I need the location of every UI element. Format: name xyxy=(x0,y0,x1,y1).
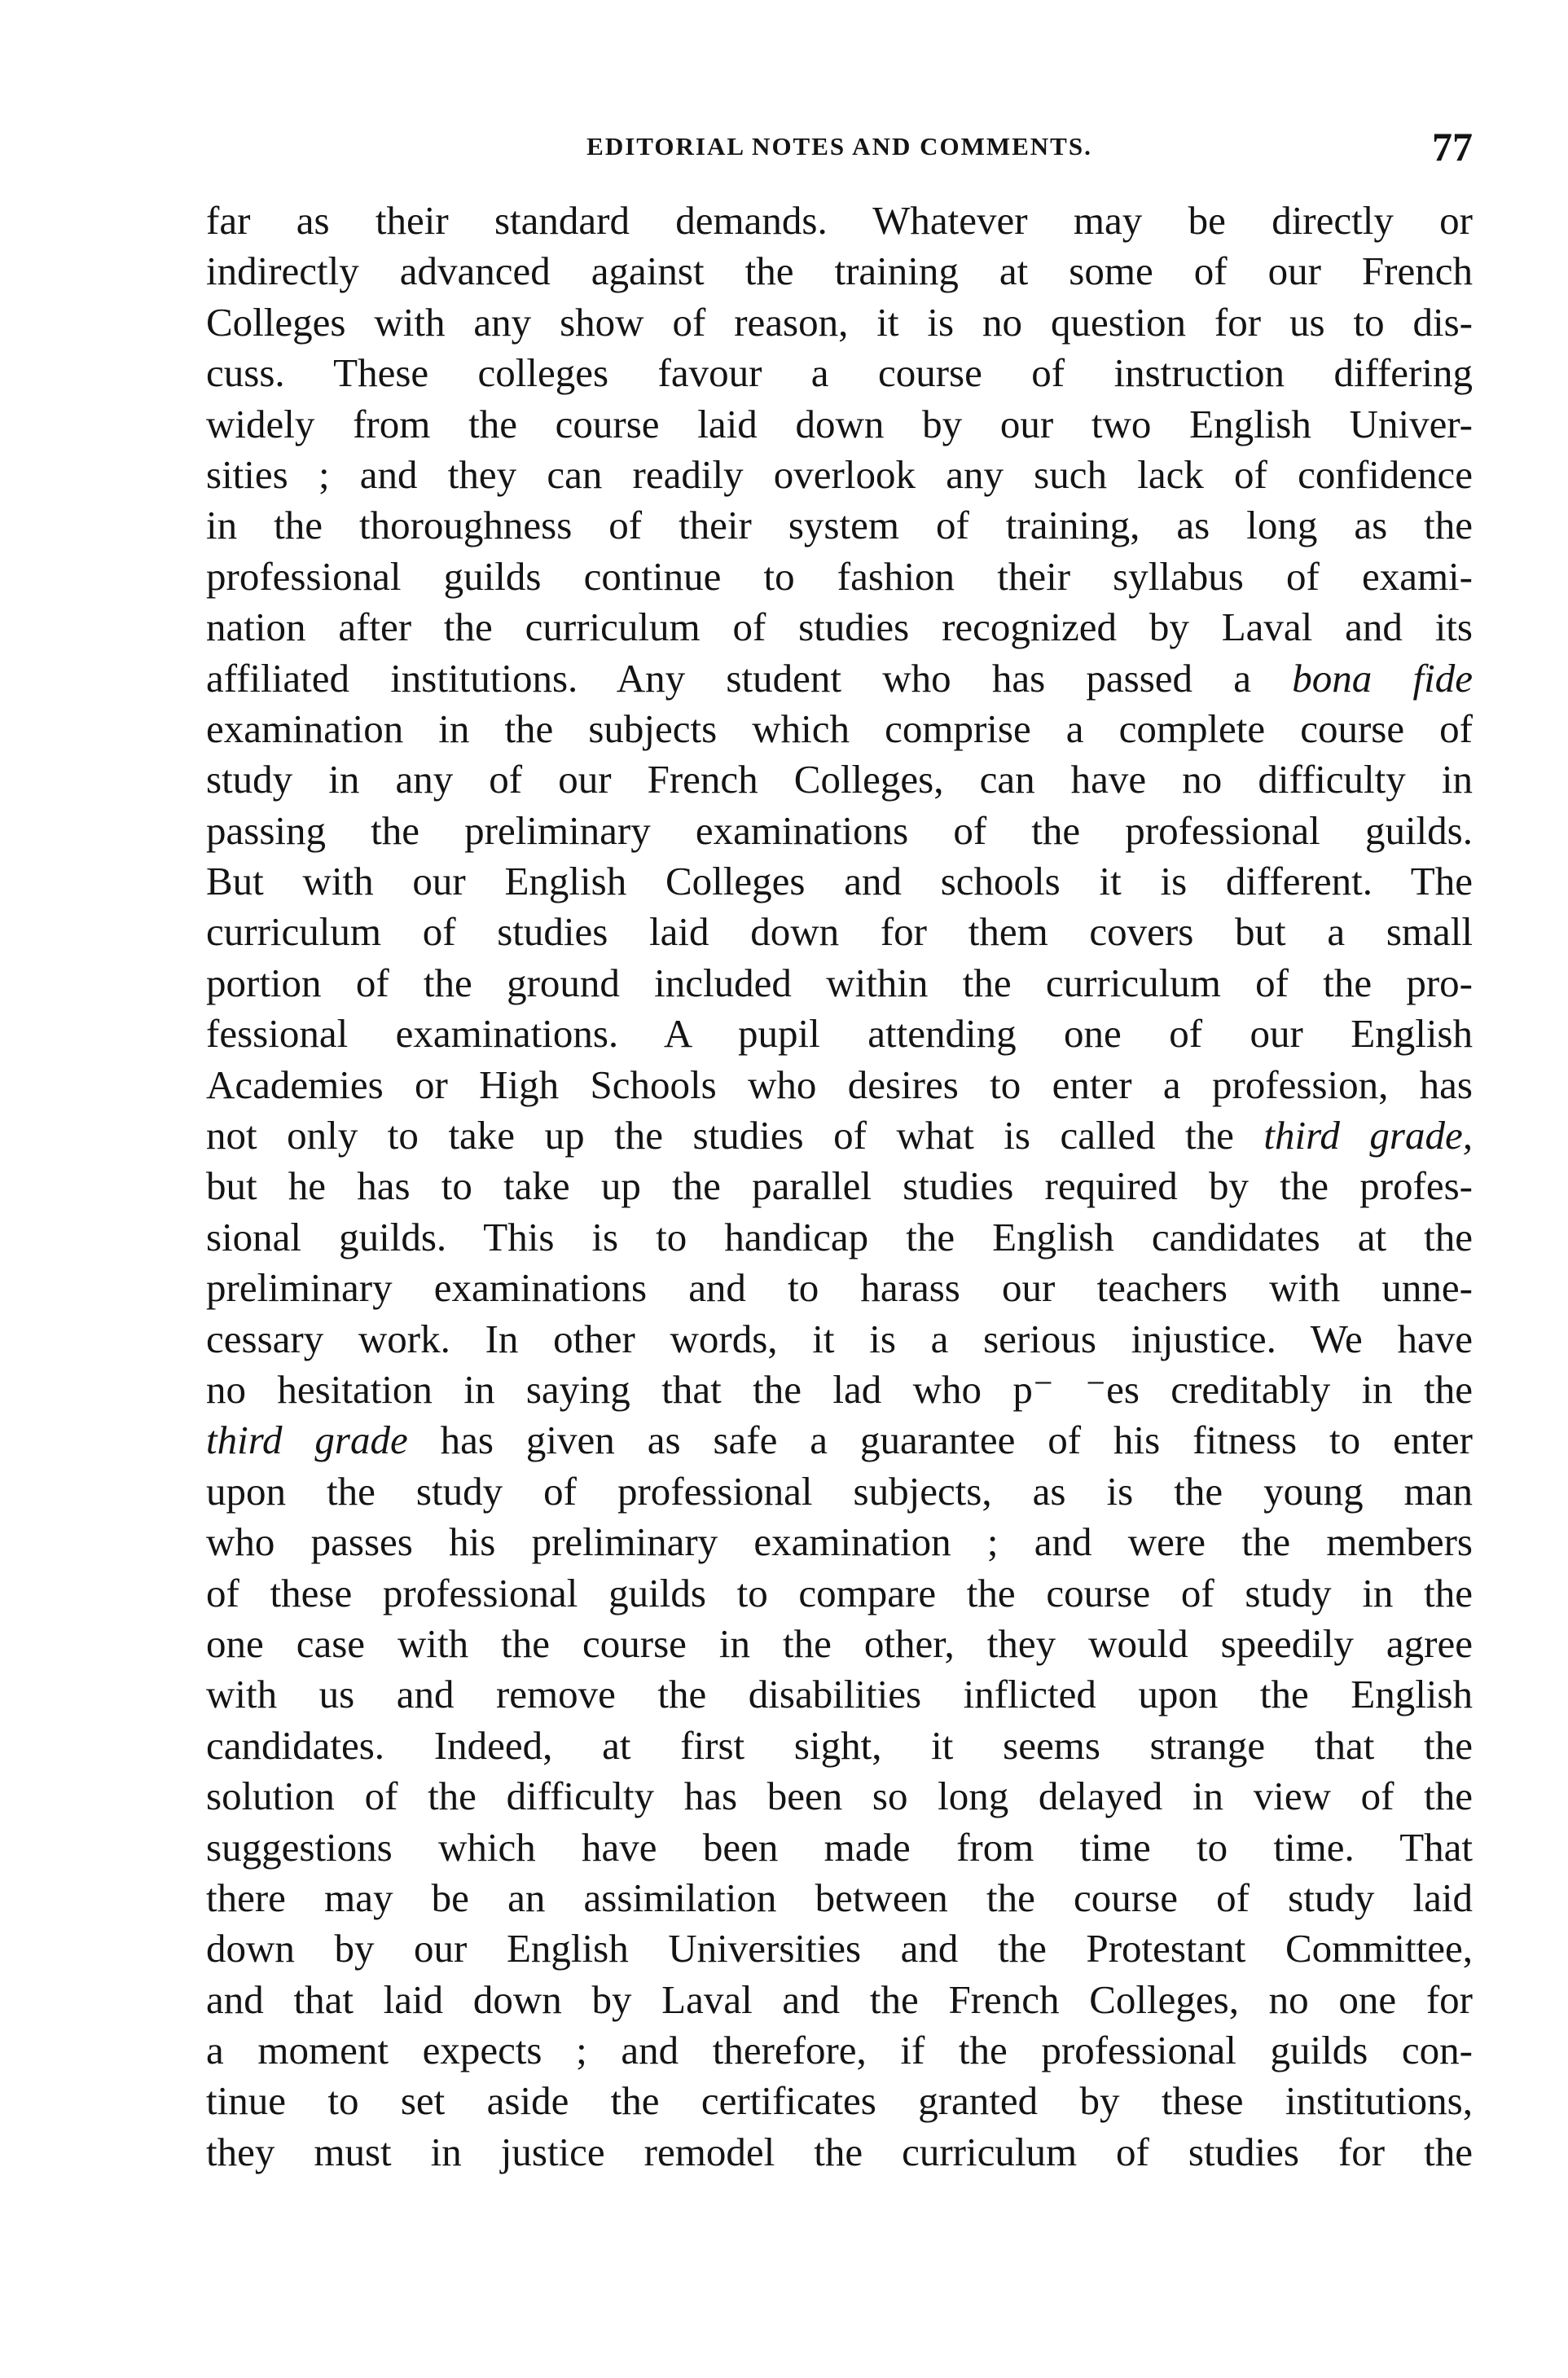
text-line xyxy=(206,348,1473,398)
text-line xyxy=(206,2076,1473,2126)
page-number: 77 xyxy=(1432,124,1473,169)
text-line xyxy=(206,1568,1473,1619)
text-segment: passing the preliminary examinations of the professional guilds. xyxy=(206,807,1473,853)
text-segment: has given as safe a guarantee of his fitness to enter xyxy=(407,1418,1473,1463)
text-segment: upon the study of professional subjects, as is the young man xyxy=(206,1468,1473,1514)
text-line xyxy=(206,246,1473,297)
text-segment: one case with the course in the other, they would speedily agree xyxy=(206,1620,1473,1666)
text-segment: suggestions which have been made from time to time. That xyxy=(206,1824,1473,1870)
text-line xyxy=(206,1466,1473,1517)
text-line xyxy=(206,1822,1473,1873)
text-line xyxy=(206,552,1473,602)
text-line xyxy=(206,704,1473,754)
text-line xyxy=(206,1263,1473,1313)
italic-text-segment: third grade, xyxy=(1263,1113,1473,1158)
text-line xyxy=(206,1110,1473,1161)
text-segment: who passes his preliminary examination ; and were the members xyxy=(206,1519,1473,1565)
text-line xyxy=(206,653,1473,704)
text-line xyxy=(206,1975,1473,2025)
text-segment: sities ; and they can readily overlook any such lack of confidence xyxy=(206,451,1473,497)
text-segment: with us and remove the disabilities inflicted upon the English xyxy=(206,1672,1473,1717)
text-segment: but he has to take up the parallel studies required by the profes- xyxy=(206,1163,1473,1209)
text-line xyxy=(206,399,1473,450)
text-segment: professional guilds continue to fashion their syllabus of exami- xyxy=(206,553,1473,599)
text-segment: solution of the difficulty has been so long delayed in view of the xyxy=(206,1774,1473,1819)
text-segment: study in any of our French Colleges, can have no difficulty in xyxy=(206,757,1473,802)
text-segment: sional guilds. This is to handicap the English candidates at the xyxy=(206,1214,1473,1259)
text-line xyxy=(206,907,1473,957)
text-line xyxy=(206,196,1473,246)
italic-text-segment: third grade xyxy=(206,1418,408,1463)
text-segment: curriculum of studies laid down for them covers but a small xyxy=(206,909,1473,955)
text-segment: they must in justice remodel the curriculum of studies for the xyxy=(206,2129,1473,2174)
text-segment: in the thoroughness of their system of training, as long as the xyxy=(206,503,1473,548)
text-segment: there may be an assimilation between the course of study laid xyxy=(206,1875,1473,1920)
text-segment: widely from the course laid down by our two English Univer- xyxy=(206,401,1473,446)
body-text xyxy=(206,196,1473,2178)
text-segment: nation after the curriculum of studies recognized by Laval and its xyxy=(206,604,1473,650)
text-segment: tinue to set aside the certificates granted by these institutions, xyxy=(206,2078,1473,2124)
text-segment: cuss. These colleges favour a course of instruction differing xyxy=(206,350,1473,396)
text-segment: fessional examinations. A pupil attending one of our English xyxy=(206,1011,1473,1057)
text-line xyxy=(206,1314,1473,1365)
text-line xyxy=(206,500,1473,551)
text-segment: cessary work. In other words, it is a serious injustice. We have xyxy=(206,1316,1473,1361)
text-segment: examination in the subjects which comprise a complete course of xyxy=(206,705,1473,751)
text-line xyxy=(206,1517,1473,1567)
text-segment: of these professional guilds to compare the course of study in the xyxy=(206,1570,1473,1615)
text-line xyxy=(206,2127,1473,2178)
running-title: EDITORIAL NOTES AND COMMENTS. xyxy=(586,132,1092,160)
text-line xyxy=(206,1161,1473,1211)
text-line xyxy=(206,754,1473,805)
text-line xyxy=(206,1060,1473,1110)
text-line xyxy=(206,297,1473,348)
text-line xyxy=(206,1212,1473,1263)
text-segment: no hesitation in saying that the lad who p⁻ ⁻es creditably in the xyxy=(206,1366,1473,1412)
text-line xyxy=(206,1721,1473,1771)
text-segment: not only to take up the studies of what is called the xyxy=(206,1113,1264,1158)
text-line xyxy=(206,602,1473,653)
text-line xyxy=(206,1415,1473,1466)
text-line xyxy=(206,1923,1473,1974)
text-segment: But with our English Colleges and schools it is different. The xyxy=(206,859,1473,904)
text-line xyxy=(206,2025,1473,2076)
text-segment: down by our English Universities and the Protestant Committee, xyxy=(206,1926,1473,1971)
text-segment: far as their standard demands. Whatever may be directly or xyxy=(206,198,1473,243)
text-line xyxy=(206,1669,1473,1720)
text-line xyxy=(206,1619,1473,1669)
text-line xyxy=(206,806,1473,856)
text-segment: a moment expects ; and therefore, if the professional guilds con- xyxy=(206,2028,1473,2073)
text-line xyxy=(206,1009,1473,1059)
text-line xyxy=(206,1365,1473,1415)
text-segment: Academies or High Schools who desires to enter a profession, has xyxy=(206,1062,1473,1107)
text-segment: Colleges with any show of reason, it is no question for us to dis- xyxy=(206,299,1473,345)
text-line xyxy=(206,856,1473,907)
text-segment: and that laid down by Laval and the French Colleges, no one for xyxy=(206,1976,1473,2022)
text-segment: indirectly advanced against the training at some of our French xyxy=(206,248,1473,294)
text-segment: preliminary examinations and to harass our teachers with unne- xyxy=(206,1265,1473,1311)
text-segment: portion of the ground included within the curriculum of the pro- xyxy=(206,960,1473,1005)
text-segment: candidates. Indeed, at first sight, it seems strange that the xyxy=(206,1722,1473,1768)
text-line xyxy=(206,958,1473,1009)
running-head xyxy=(206,122,1473,171)
text-line xyxy=(206,450,1473,500)
text-line xyxy=(206,1873,1473,1923)
italic-text-segment: bona fide xyxy=(1292,655,1473,701)
text-line xyxy=(206,1771,1473,1822)
text-segment: affiliated institutions. Any student who has passed a xyxy=(206,655,1293,701)
